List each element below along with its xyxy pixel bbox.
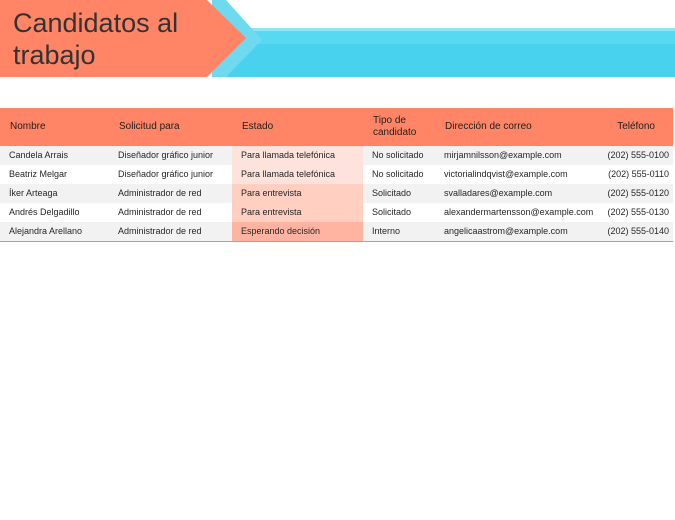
cell-state[interactable]: Para llamada telefónica xyxy=(232,165,363,184)
cell-email[interactable]: alexandermartensson@example.com xyxy=(444,207,594,217)
cell-phone[interactable]: (202) 555-0140 xyxy=(607,225,669,236)
cell-application[interactable]: Administrador de red xyxy=(118,225,202,236)
cell-email[interactable]: mirjamnilsson@example.com xyxy=(444,150,562,160)
table-row xyxy=(0,222,673,241)
cell-phone[interactable]: (202) 555-0110 xyxy=(608,169,669,179)
cell-state[interactable]: Para entrevista xyxy=(232,203,363,222)
table-header xyxy=(0,108,673,146)
header-email[interactable]: Dirección de correo xyxy=(445,121,532,132)
cell-application[interactable]: Diseñador gráfico junior xyxy=(118,169,214,179)
cell-application[interactable]: Administrador de red xyxy=(118,188,202,198)
cell-type[interactable]: No solicitado xyxy=(372,150,424,160)
cell-name[interactable]: Candela Arrais xyxy=(9,150,69,160)
table-row xyxy=(0,146,673,165)
cell-phone[interactable]: (202) 555-0130 xyxy=(607,207,669,217)
table-row xyxy=(0,184,673,203)
header-row xyxy=(0,108,673,146)
cell-email[interactable]: svalladares@example.com xyxy=(444,188,553,198)
cell-type[interactable]: Interno xyxy=(372,225,401,236)
header-type[interactable]: Tipo de candidato xyxy=(373,115,417,138)
cell-phone[interactable]: (202) 555-0120 xyxy=(607,188,669,198)
header-name[interactable]: Nombre xyxy=(10,121,46,132)
cell-phone[interactable]: (202) 555-0100 xyxy=(607,150,669,160)
cell-application[interactable]: Administrador de red xyxy=(118,207,202,217)
cell-application[interactable]: Diseñador gráfico junior xyxy=(118,150,214,160)
cell-type[interactable]: Solicitado xyxy=(372,188,412,198)
cell-name[interactable]: Andrés Delgadillo xyxy=(9,207,80,217)
header-application[interactable]: Solicitud para xyxy=(119,121,180,132)
candidates-table-container xyxy=(0,108,673,242)
table-body xyxy=(0,146,673,241)
page-title: Candidatos al trabajo xyxy=(13,8,179,70)
cell-type[interactable]: No solicitado xyxy=(372,169,424,179)
cell-name[interactable]: Beatriz Melgar xyxy=(9,169,68,179)
cell-name[interactable]: Alejandra Arellano xyxy=(9,225,83,236)
candidates-table xyxy=(0,108,673,242)
cell-email[interactable]: victorialindqvist@example.com xyxy=(444,169,568,179)
cell-name[interactable]: Íker Arteaga xyxy=(9,188,58,198)
header-phone[interactable]: Teléfono xyxy=(617,121,655,132)
cell-email[interactable]: angelicaastrom@example.com xyxy=(444,225,568,236)
cell-type[interactable]: Solicitado xyxy=(372,207,412,217)
cell-state[interactable]: Para llamada telefónica xyxy=(232,146,363,165)
table-row xyxy=(0,203,673,222)
cell-state[interactable]: Para entrevista xyxy=(232,184,363,203)
title-banner xyxy=(0,0,675,80)
header-state[interactable]: Estado xyxy=(242,121,274,132)
table-row xyxy=(0,165,673,184)
cell-state[interactable]: Esperando decisión xyxy=(232,222,363,241)
